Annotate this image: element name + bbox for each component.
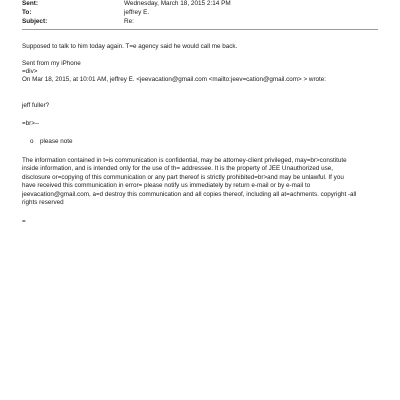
disclaimer-line: The information contained in t=is communication is confidential, may be attorney-client privileged, may=br>constitute [22,157,347,164]
trailing-mark: = [22,218,26,225]
question-line: jeff fuller? [22,102,50,109]
header-subject-row [22,18,134,26]
disclaimer-line: inside information, and is intended only for the use of th= addressee. It is the property of JEE Unauthorized use, [22,165,334,173]
sent-value: Wednesday, March 18, 2015 2:14 PM [124,0,231,7]
header-sent-row [22,0,231,8]
disclaimer-line: disclosure or=copying of this communication or any part thereof is strictly prohibited=br>and may be unlawful. If you [22,173,344,181]
disclaimer-line: jeevacation@gmail.com, a=d destroy this communication and all copies thereof, including all at=achments. copyright -all [22,190,357,198]
header-divider [22,29,378,30]
quote-intro-line: On Mar 18, 2015, at 10:01 AM, jeffrey E. <jeevacation@gmail.com <mailto:jeev=cation@gmail.com> > wrote: [22,76,327,83]
subject-label: Subject: [22,18,48,25]
br-tag-line: =br>-- [22,120,40,127]
header-to-row [22,9,149,17]
subject-value: Re: [124,18,134,25]
sent-from-line: Sent from my iPhone [22,60,81,67]
disclaimer-line: have received this communication in error= please notify us immediately by return e-mail or by e-mail to [22,182,311,190]
to-label: To: [22,9,32,16]
sent-label: Sent: [22,0,38,7]
message-line: Supposed to talk to him today again. T=e agency said he would call me back. [22,43,238,50]
disclaimer-line: rights reserved [22,199,64,207]
bullet-text: please note [40,138,73,145]
confidentiality-disclaimer [22,157,384,207]
div-tag-line: =div> [22,68,38,75]
bullet-marker: o [30,138,34,145]
bullet-item [30,138,73,146]
to-value: jeffrey E. [124,9,150,16]
